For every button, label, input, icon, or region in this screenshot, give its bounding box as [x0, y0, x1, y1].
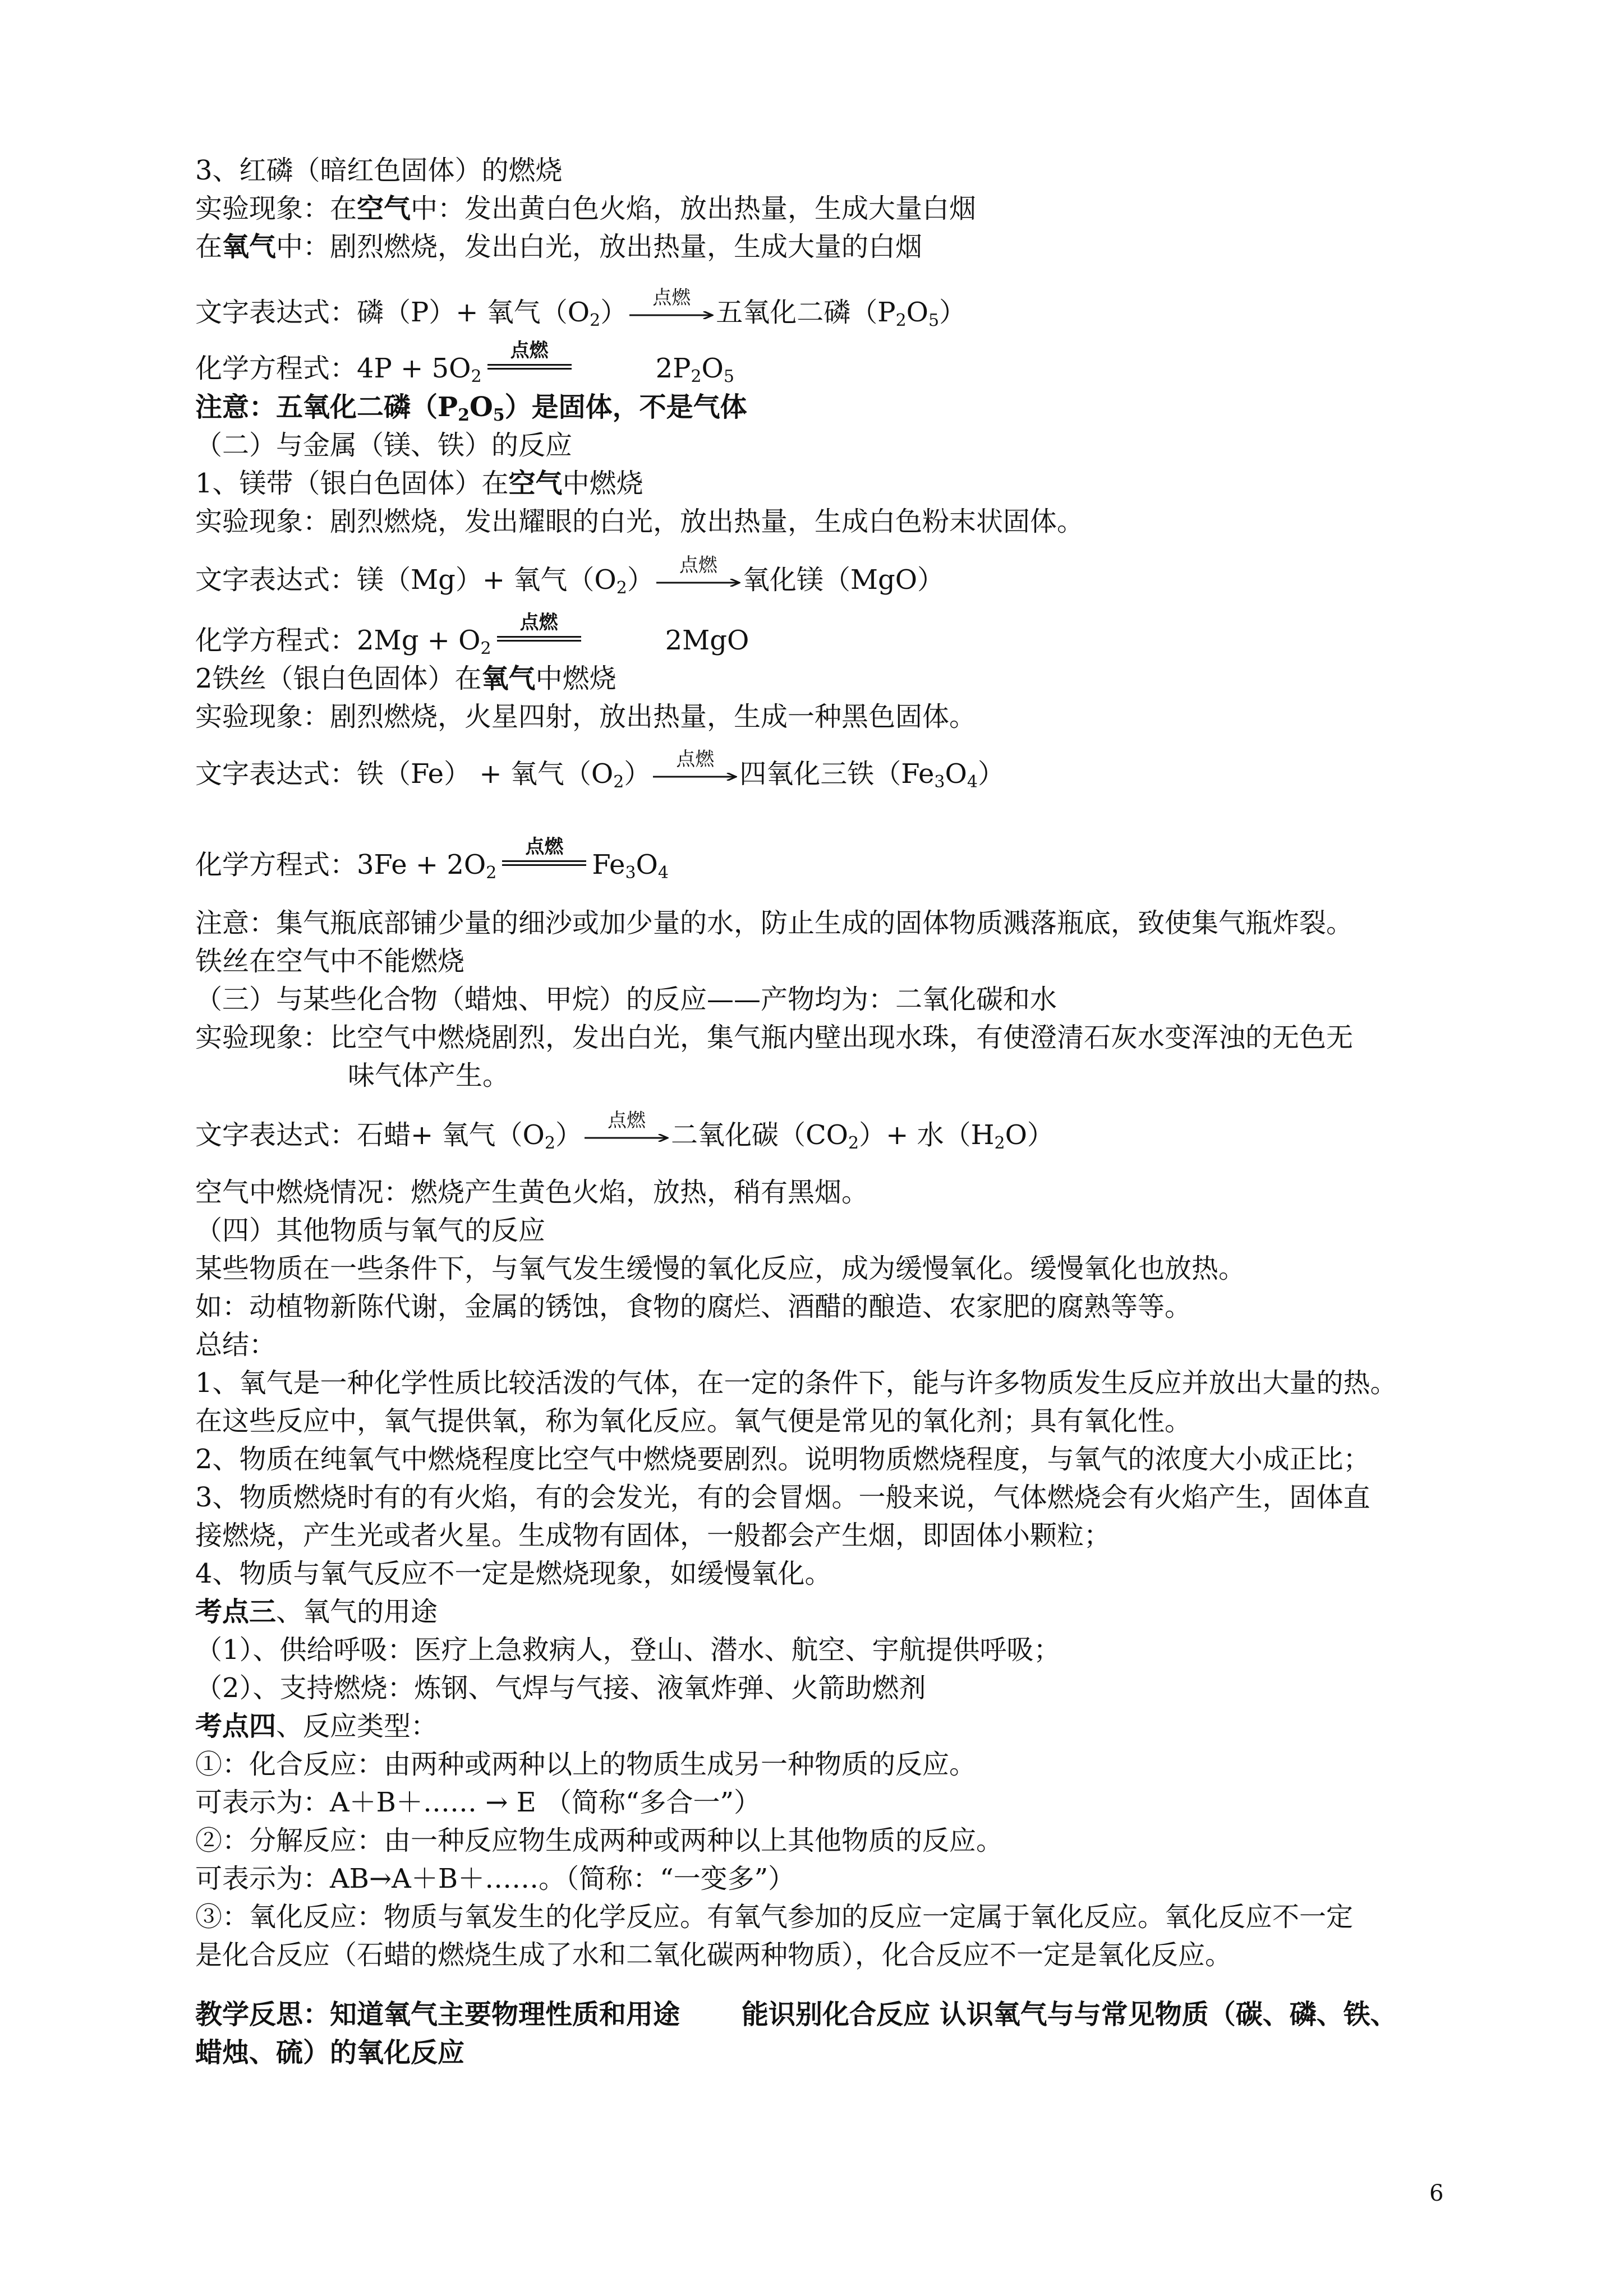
magnesium-word-equation: 文字表达式：镁（Mg）+ 氧气$(O_2)$ 点燃 氧化镁（MgO）: [195, 554, 945, 598]
uses-combustion: （2）、支持燃烧：炼钢、气焊与气接、液氧炸弹、火箭助燃剂: [195, 1672, 926, 1704]
ignite-arrow: 点燃: [629, 294, 714, 330]
teaching-reflection-2: 蜡烛、硫）的氧化反应: [195, 2037, 465, 2068]
section-compounds-title: （三）与某些化合物（蜡烛、甲烷）的反应——产物均为：二氧化碳和水: [195, 984, 1057, 1015]
ignite-arrow: 点燃: [653, 756, 737, 792]
iron-observation: 实验现象：剧烈燃烧，火星四射，放出热量，生成一种黑色固体。: [195, 701, 977, 732]
summary-title: 总结：: [195, 1329, 277, 1361]
iron-title: 2铁丝（银白色固体）在氧气中燃烧: [195, 663, 617, 694]
iron-note: 注意：集气瓶底部铺少量的细沙或加少量的水，防止生成的固体物质溅落瓶底，致使集气瓶炸裂。: [195, 907, 1354, 939]
decomposition-reaction: ②：分解反应：由一种反应物生成两种或两种以上其他物质的反应。: [195, 1825, 1004, 1856]
compounds-observation-1: 实验现象：比空气中燃烧剧烈，发出白光，集气瓶内壁出现水珠，有使澄清石灰水变浑浊的无色无: [195, 1022, 1354, 1053]
summary-4: 4、物质与氧气反应不一定是燃烧现象，如缓慢氧化。: [195, 1558, 832, 1589]
iron-chemical-equation: 化学方程式：$3Fe + 2O_2$ 点燃 $Fe_3O_4$: [195, 836, 669, 883]
iron-note-air: 铁丝在空气中不能燃烧: [195, 946, 465, 977]
combination-formula: 可表示为：A＋B＋…… → E （简称“多合一”）: [195, 1787, 761, 1818]
phosphorus-chemical-equation: 化学方程式：$4P + 5O_2$ 点燃 $2P_2O_5$: [195, 339, 734, 386]
page-number: 6: [1429, 2180, 1444, 2206]
others-line-1: 某些物质在一些条件下，与氧气发生缓慢的氧化反应，成为缓慢氧化。缓慢氧化也放热。: [195, 1253, 1246, 1284]
summary-3b: 接燃烧，产生光或者火星。生成物有固体，一般都会产生烟，即固体小颗粒；: [195, 1520, 1111, 1551]
section-uses-title: 考点三、氧气的用途: [195, 1596, 438, 1628]
magnesium-chemical-equation: 化学方程式：$2Mg + O_2$ 点燃 2MgO: [195, 611, 749, 658]
summary-2: 2、物质在纯氧气中燃烧程度比空气中燃烧要剧烈。说明物质燃烧程度，与氧气的浓度大小成正比；: [195, 1444, 1370, 1475]
combination-reaction: ①：化合反应：由两种或两种以上的物质生成另一种物质的反应。: [195, 1749, 977, 1780]
others-line-2: 如：动植物新陈代谢，金属的锈蚀，食物的腐烂、酒醋的酿造、农家肥的腐熟等等。: [195, 1291, 1192, 1322]
section-others-title: （四）其他物质与氧气的反应: [195, 1215, 546, 1246]
ignite-arrow: 点燃: [585, 1117, 669, 1153]
section-reaction-types-title: 考点四、反应类型：: [195, 1711, 438, 1742]
magnesium-observation: 实验现象：剧烈燃烧，发出耀眼的白光，放出热量，生成白色粉末状固体。: [195, 506, 1084, 537]
decomposition-formula: 可表示为：AB→A＋B＋……。（简称：“一变多”）: [195, 1863, 795, 1894]
ignite-equals: 点燃: [497, 623, 581, 658]
oxidation-reaction-2: 是化合反应（石蜡的燃烧生成了水和二氧化碳两种物质），化合反应不一定是氧化反应。: [195, 1939, 1232, 1971]
oxidation-reaction-1: ③：氧化反应：物质与氧发生的化学反应。有氧气参加的反应一定属于氧化反应。氧化反应不一定: [195, 1901, 1354, 1933]
phosphorus-note: 注意：五氧化二磷$(P_2O_5)$是固体，不是气体: [195, 391, 747, 425]
paraffin-air-combustion: 空气中燃烧情况：燃烧产生黄色火焰，放热，稍有黑烟。: [195, 1177, 869, 1208]
summary-1b: 在这些反应中，氧气提供氧，称为氧化反应。氧气便是常见的氧化剂；具有氧化性。: [195, 1405, 1192, 1437]
compounds-observation-2: 味气体产生。: [348, 1060, 510, 1091]
iron-word-equation: 文字表达式：铁（Fe） + 氧气$(O_2)$ 点燃 四氧化三铁$(Fe_3O_4)$: [195, 748, 1005, 792]
magnesium-title: 1、镁带（银白色固体）在空气中燃烧: [195, 468, 643, 499]
teaching-reflection-1: 教学反思：知道氧气主要物理性质和用途 能识别化合反应 认识氧气与与常见物质（碳、磷、铁、: [195, 1999, 1397, 2030]
uses-breathing: （1）、供给呼吸：医疗上急救病人，登山、潜水、航空、宇航提供呼吸；: [195, 1634, 1061, 1666]
ignite-equals: 点燃: [487, 351, 572, 386]
paraffin-word-equation: 文字表达式：石蜡+ 氧气$(O_2)$ 点燃 二氧化碳$(CO_2)+$ 水$(H_2O)$: [195, 1109, 1054, 1153]
phosphorus-observation-oxygen: 在氧气中：剧烈燃烧，发出白光，放出热量，生成大量的白烟: [195, 231, 923, 262]
phosphorus-word-equation: 文字表达式：磷（P）+ 氧气$(O_2)$ 点燃 五氧化二磷$(P_2O_5)$: [195, 287, 967, 330]
summary-1a: 1、氧气是一种化学性质比较活泼的气体，在一定的条件下，能与许多物质发生反应并放出大量的热。: [195, 1367, 1397, 1399]
summary-3a: 3、物质燃烧时有的有火焰，有的会发光，有的会冒烟。一般来说，气体燃烧会有火焰产生，固体直: [195, 1482, 1370, 1513]
section-metals-title: （二）与金属（镁、铁）的反应: [195, 430, 573, 461]
ignite-arrow: 点燃: [656, 562, 740, 598]
ignite-equals: 点燃: [502, 847, 586, 883]
phosphorus-observation-air: 实验现象：在空气中：发出黄白色火焰，放出热量，生成大量白烟: [195, 193, 977, 224]
section-phosphorus-title: 3、红磷（暗红色固体）的燃烧: [195, 155, 563, 186]
